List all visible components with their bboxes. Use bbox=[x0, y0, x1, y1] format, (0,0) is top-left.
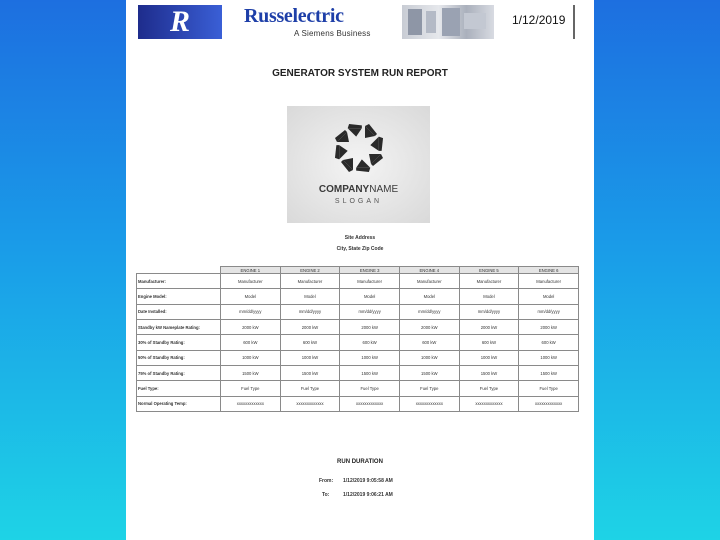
row-label: 30% of Standby Rating: bbox=[137, 335, 221, 350]
table-cell: Model bbox=[221, 289, 281, 304]
table-row bbox=[137, 396, 579, 411]
table-header-row bbox=[137, 267, 579, 274]
brand-logo bbox=[244, 5, 394, 39]
table-row bbox=[137, 289, 579, 304]
header-blank-cell bbox=[137, 267, 221, 274]
company-name bbox=[287, 184, 430, 195]
table-cell: Manufacturer bbox=[519, 274, 579, 289]
table-cell: 2000 kW bbox=[340, 319, 400, 334]
row-label: Date Installed: bbox=[137, 304, 221, 319]
table-cell: 2000 kW bbox=[459, 319, 519, 334]
table-cell: Fuel Type bbox=[459, 381, 519, 396]
engine-spec-table bbox=[136, 266, 579, 412]
table-cell: Manufacturer bbox=[280, 274, 340, 289]
table-cell: 600 kW bbox=[519, 335, 579, 350]
table-cell: Model bbox=[519, 289, 579, 304]
table-cell: Fuel Type bbox=[399, 381, 459, 396]
table-cell: Fuel Type bbox=[340, 381, 400, 396]
table-cell: Fuel Type bbox=[519, 381, 579, 396]
table-cell: 1500 kW bbox=[459, 365, 519, 380]
table-cell: Manufacturer bbox=[399, 274, 459, 289]
table-row bbox=[137, 274, 579, 289]
column-header: ENGINE 3 bbox=[340, 267, 400, 274]
table-cell: xxxxxxxxxxxxx bbox=[459, 396, 519, 411]
row-label: 50% of Standby Rating: bbox=[137, 350, 221, 365]
table-row bbox=[137, 304, 579, 319]
table-cell: xxxxxxxxxxxxx bbox=[399, 396, 459, 411]
table-cell: Model bbox=[280, 289, 340, 304]
pinwheel-icon bbox=[331, 120, 387, 176]
table-cell: Fuel Type bbox=[280, 381, 340, 396]
row-label: Fuel Type: bbox=[137, 381, 221, 396]
switchgear-photo bbox=[402, 5, 494, 39]
run-from-label: From: bbox=[319, 478, 334, 484]
table-cell: mm/dd/yyyy bbox=[519, 304, 579, 319]
report-page bbox=[126, 0, 594, 540]
table-cell: 1500 kW bbox=[340, 365, 400, 380]
company-name-bold: COMPANY bbox=[318, 184, 370, 195]
company-logo-placeholder bbox=[287, 106, 430, 223]
table-cell: 600 kW bbox=[221, 335, 281, 350]
table-cell: 2000 kW bbox=[280, 319, 340, 334]
column-header: ENGINE 2 bbox=[280, 267, 340, 274]
run-duration-title: RUN DURATION bbox=[337, 459, 383, 465]
monogram-letter: R bbox=[169, 5, 190, 38]
table-row bbox=[137, 319, 579, 334]
table-cell: mm/dd/yyyy bbox=[340, 304, 400, 319]
run-to-label: To: bbox=[322, 492, 330, 498]
table-cell: xxxxxxxxxxxxx bbox=[221, 396, 281, 411]
table-cell: 1500 kW bbox=[280, 365, 340, 380]
table-cell: 1500 kW bbox=[221, 365, 281, 380]
table-cell: 2000 kW bbox=[519, 319, 579, 334]
table-cell: 2000 kW bbox=[399, 319, 459, 334]
column-header: ENGINE 5 bbox=[459, 267, 519, 274]
table-cell: mm/dd/yyyy bbox=[221, 304, 281, 319]
table-cell: 600 kW bbox=[280, 335, 340, 350]
column-header: ENGINE 1 bbox=[221, 267, 281, 274]
table-cell: 1000 kW bbox=[221, 350, 281, 365]
table-row bbox=[137, 350, 579, 365]
table-cell: Manufacturer bbox=[340, 274, 400, 289]
row-label: Manufacturer: bbox=[137, 274, 221, 289]
report-date: 1/12/2019 bbox=[512, 13, 566, 27]
table-cell: mm/dd/yyyy bbox=[280, 304, 340, 319]
table-row bbox=[137, 335, 579, 350]
site-address: Site Address bbox=[344, 235, 376, 241]
column-header: ENGINE 4 bbox=[399, 267, 459, 274]
table-cell: Model bbox=[399, 289, 459, 304]
table-cell: mm/dd/yyyy bbox=[399, 304, 459, 319]
row-label: Normal Operating Temp: bbox=[137, 396, 221, 411]
table-cell: 1500 kW bbox=[399, 365, 459, 380]
table-row bbox=[137, 381, 579, 396]
table-cell: 1000 kW bbox=[519, 350, 579, 365]
company-slogan: SLOGAN bbox=[334, 198, 383, 205]
table-cell: 1000 kW bbox=[340, 350, 400, 365]
company-name-light: NAME bbox=[369, 184, 399, 195]
table-row bbox=[137, 365, 579, 380]
row-label: Engine Model: bbox=[137, 289, 221, 304]
column-header: ENGINE 6 bbox=[519, 267, 579, 274]
table-cell: Manufacturer bbox=[221, 274, 281, 289]
table-cell: xxxxxxxxxxxxx bbox=[519, 396, 579, 411]
table-cell: 1500 kW bbox=[519, 365, 579, 380]
brand-tagline: A Siemens Business bbox=[294, 29, 371, 38]
row-label: Standby kW Nameplate Rating: bbox=[137, 319, 221, 334]
row-label: 75% of Standby Rating: bbox=[137, 365, 221, 380]
russelectric-monogram-logo bbox=[138, 5, 222, 39]
table-body bbox=[137, 274, 579, 412]
table-cell: 600 kW bbox=[340, 335, 400, 350]
table-cell: Manufacturer bbox=[459, 274, 519, 289]
table-cell: 1000 kW bbox=[280, 350, 340, 365]
run-from-value: 1/12/2019 9:05:58 AM bbox=[343, 478, 393, 484]
table-cell: 1000 kW bbox=[459, 350, 519, 365]
brand-name: Russelectric bbox=[244, 5, 344, 27]
table-cell: xxxxxxxxxxxxx bbox=[340, 396, 400, 411]
table-cell: 1000 kW bbox=[399, 350, 459, 365]
run-to-value: 1/12/2019 9:06:21 AM bbox=[343, 492, 393, 498]
table-cell: 2000 kW bbox=[221, 319, 281, 334]
table-cell: xxxxxxxxxxxxx bbox=[280, 396, 340, 411]
table-cell: Model bbox=[340, 289, 400, 304]
table-cell: 600 kW bbox=[399, 335, 459, 350]
table-cell: Model bbox=[459, 289, 519, 304]
city-state-zip: City, State Zip Code bbox=[336, 246, 384, 252]
table-cell: Fuel Type bbox=[221, 381, 281, 396]
header-divider bbox=[573, 5, 575, 39]
table-cell: mm/dd/yyyy bbox=[459, 304, 519, 319]
report-title: GENERATOR SYSTEM RUN REPORT bbox=[272, 68, 448, 79]
table-cell: 600 kW bbox=[459, 335, 519, 350]
